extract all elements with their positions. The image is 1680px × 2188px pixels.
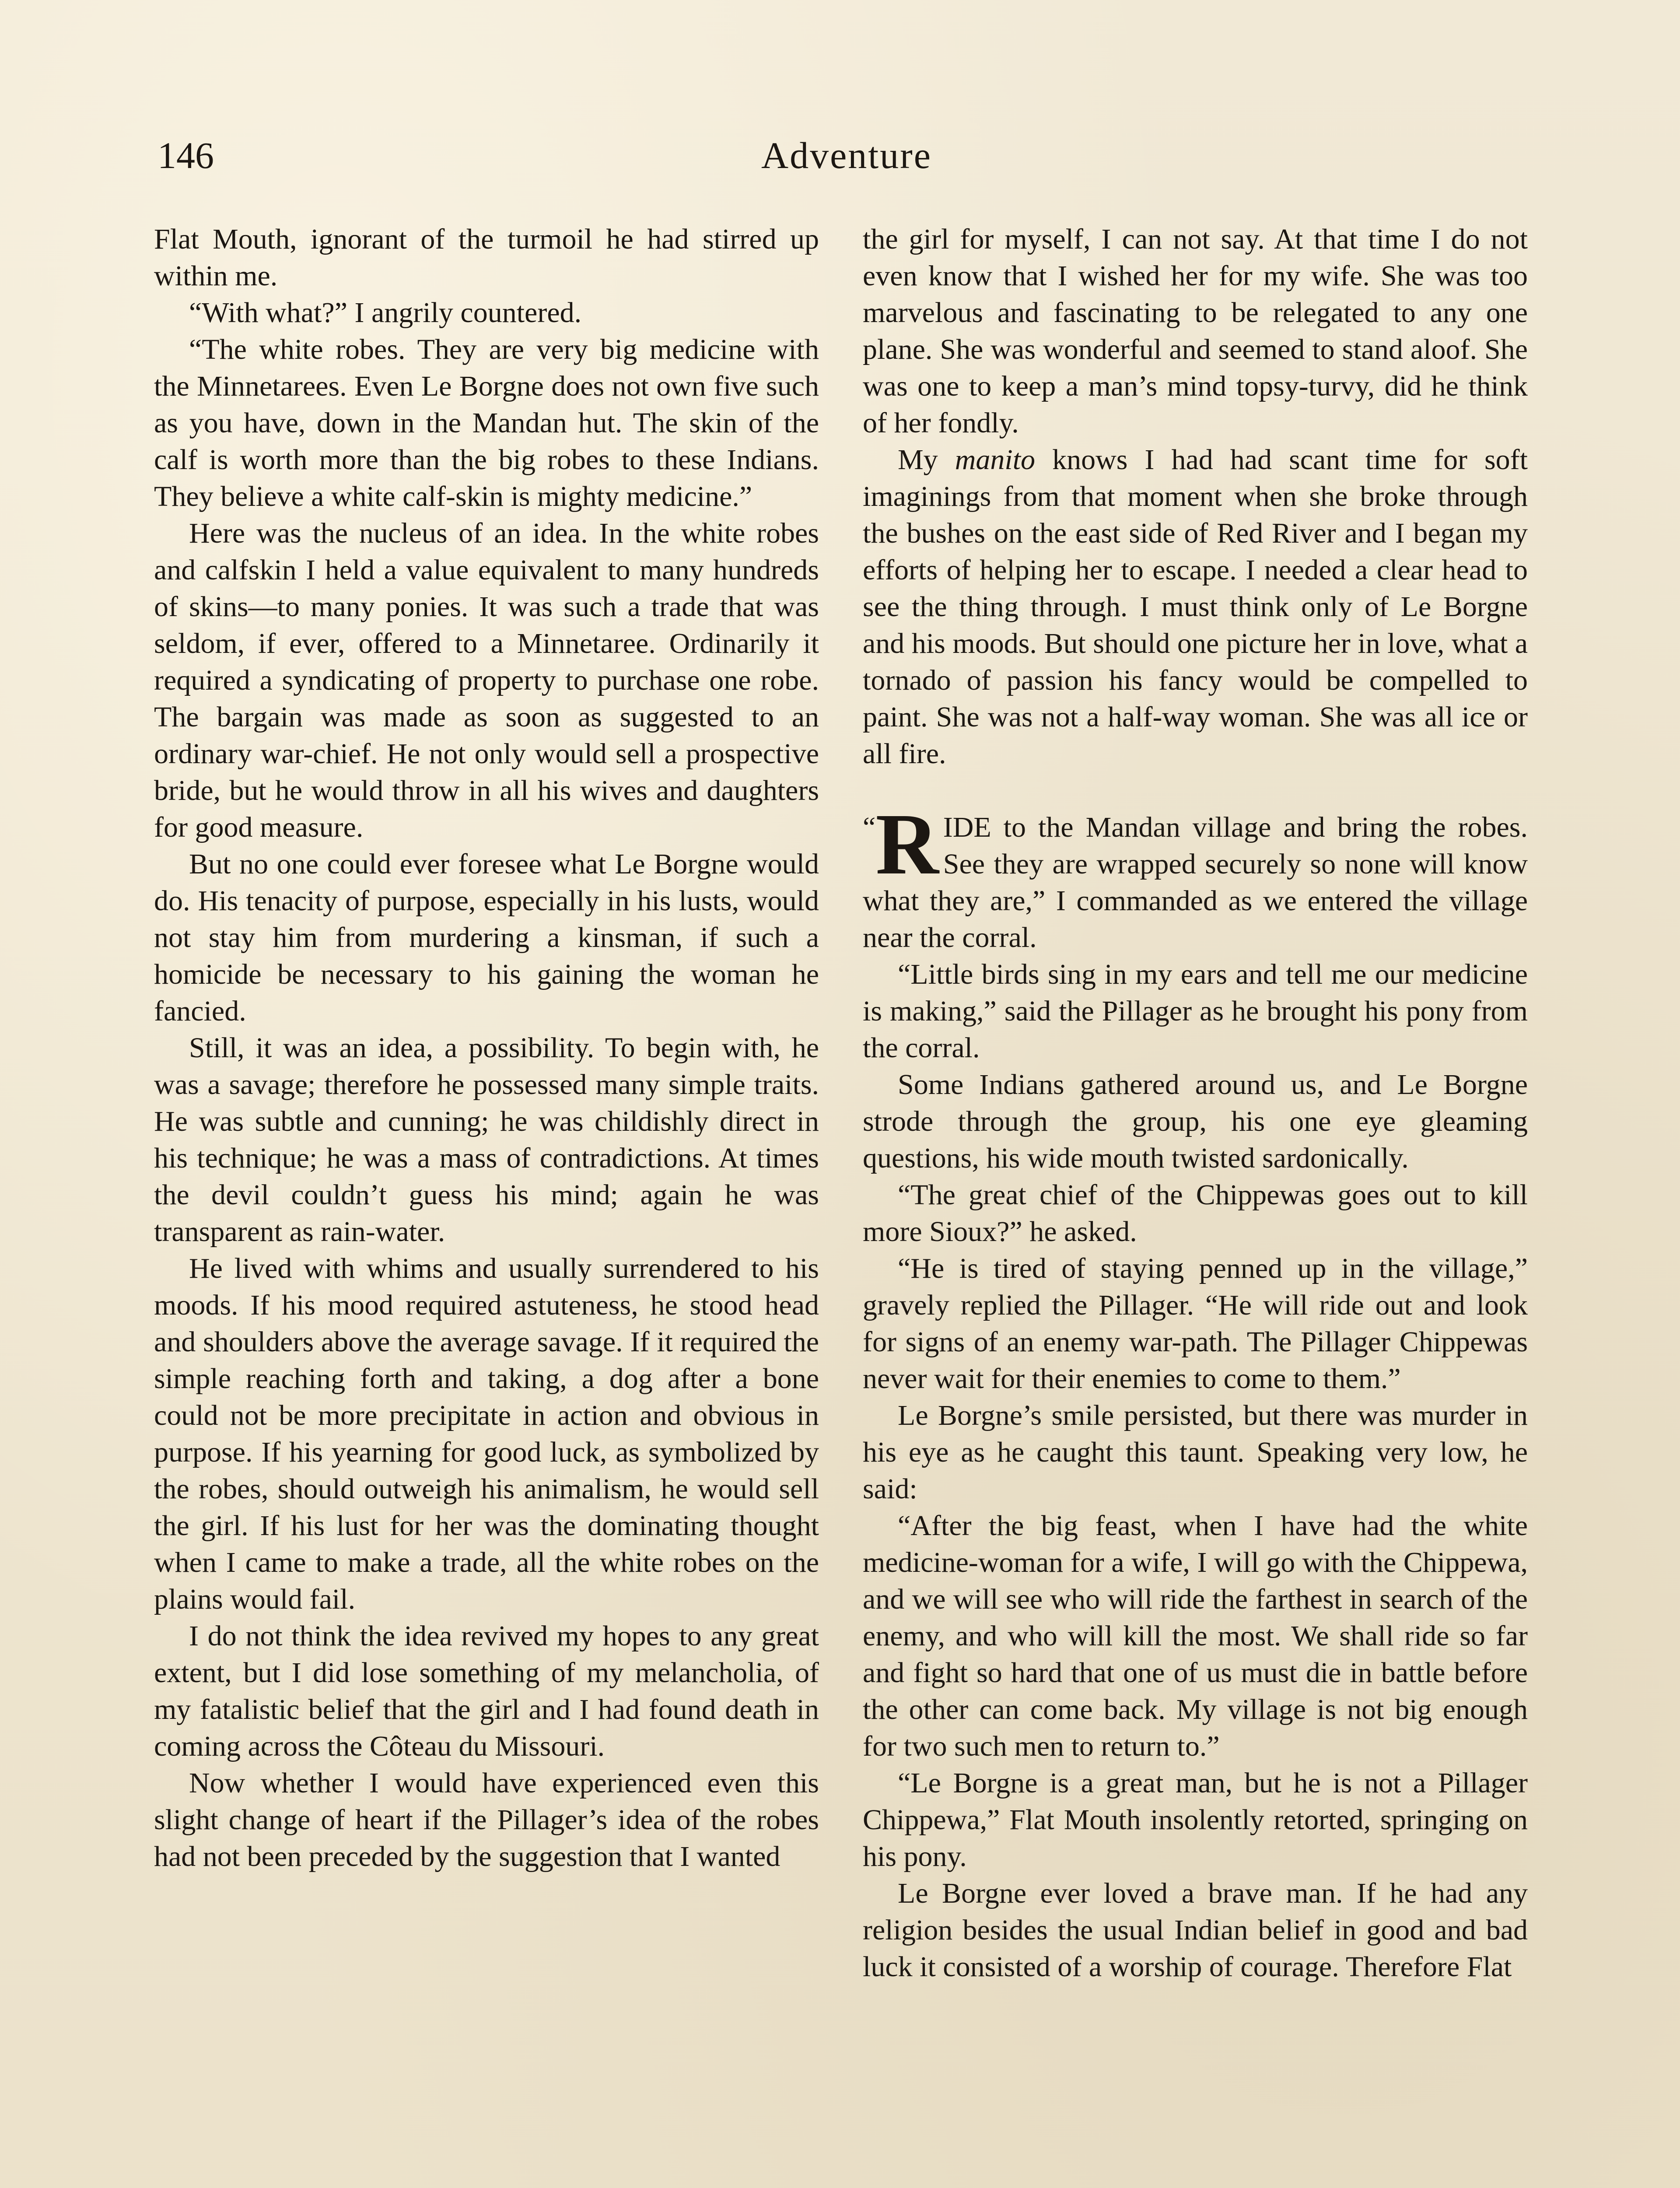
paragraph: “After the big feast, when I have had the white medicine-woman for a wife, I will go with the Chippewa, and we will see who will ride the farthest in search of the enemy, and who will kill the most. We shall ride so far and fight so hard that one of us must die in battle before the other can come back. My village is not big enough for two such men to return to.” xyxy=(863,1510,1528,1762)
paragraph: Now whether I would have experienced even this slight change of heart if the Pillager’s idea of the robes had not been preceded by the suggestion that I wanted xyxy=(154,1767,819,1872)
paragraph: Here was the nucleus of an idea. In the white robes and calfskin I held a value equivalent to many hundreds of skins—to many ponies. It was such a trade that was seldom, if ever, offered to a Minnetaree. Ordinarily it required a syndicating of property to purchase one robe. The bargain was made as soon as suggested to an ordinary war-chief. He not only would sell a prospective bride, but he would throw in all his wives and daughters for good measure. xyxy=(154,517,819,843)
paragraph: “Little birds sing in my ears and tell me our medicine is making,” said the Pillager as he brought his pony from the corral. xyxy=(863,958,1528,1064)
paragraph: “The great chief of the Chippewas goes out to kill more Sioux?” he asked. xyxy=(863,1179,1528,1248)
page-header xyxy=(158,131,1536,179)
left-column xyxy=(154,221,819,1875)
section-opening-paragraph xyxy=(863,796,1528,956)
paragraph: I do not think the idea revived my hopes to any great extent, but I did lose something of my melancholia, of my fatalistic belief that the girl and I had found death in coming across the Côteau du Missouri. xyxy=(154,1620,819,1762)
paragraph: But no one could ever foresee what Le Borgne would do. His tenacity of purpose, especially in his lusts, would not stay him from murdering a kinsman, if such a homicide be necessary to his gaining the woman he fancied. xyxy=(154,848,819,1027)
paragraph: Still, it was an idea, a possibility. To begin with, he was a savage; therefore he possessed many simple traits. He was subtle and cunning; he was childishly direct in his technique; he was a mass of contradictions. At times the devil couldn’t guess his mind; again he was transparent as rain-water. xyxy=(154,1032,819,1248)
paragraph: He lived with whims and usually surrendered to his moods. If his mood required astuteness, he stood head and shoulders above the average savage. If it required the simple reaching forth and taking, a dog after a bone could not be more precipitate in action and obvious in purpose. If his yearning for good luck, as symbolized by the robes, should outweigh his animalism, he would sell the girl. If his lust for her was the dominating thought when I came to make a trade, all the white robes on the plains would fail. xyxy=(154,1252,819,1615)
paragraph: the girl for myself, I can not say. At that time I do not even know that I wished her for my wife. She was too marvelous and fascinating to be relegated to any one plane. She was wonderful and seemed to stand aloof. She was one to keep a man’s mind topsy-turvy, did he think of her fondly. xyxy=(863,223,1528,439)
text-run: knows I had had scant time for soft imaginings from that moment when she broke through the bushes on the east side of Red River and I began my efforts of helping her to escape. I needed a clear head to see the thing through. I must think only of Le Borgne and his moods. But should one picture her in love, what a tornado of passion his fancy would be compelled to paint. She was not a half-way woman. She was all ice or all fire. xyxy=(863,444,1528,770)
opening-quote: “ xyxy=(863,811,876,843)
paragraph: Flat Mouth, ignorant of the turmoil he had stirred up within me. xyxy=(154,223,819,292)
paragraph: Le Borgne ever loved a brave man. If he had any religion besides the usual Indian belief in good and bad luck it consisted of a worship of courage. Therefore Flat xyxy=(863,1877,1528,1983)
italic-word: manito xyxy=(955,444,1036,476)
paragraph: “He is tired of staying penned up in the village,” gravely replied the Pillager. “He will ride out and look for signs of an enemy war-path. The Pillager Chippewas never wait for their enemies to come to them.” xyxy=(863,1252,1528,1395)
right-column xyxy=(863,221,1528,1985)
drop-cap: R xyxy=(875,796,939,893)
paragraph: “The white robes. They are very big medicine with the Minnetarees. Even Le Borgne does not own five such as you have, down in the Mandan hut. The skin of the calf is worth more than the big robes to these Indians. They believe a white calf-skin is mighty medicine.” xyxy=(154,333,819,512)
paragraph: “With what?” I angrily countered. xyxy=(189,297,582,329)
page-number: 146 xyxy=(158,134,214,176)
paragraph-manito xyxy=(863,442,1528,772)
paragraph: Some Indians gathered around us, and Le Borgne strode through the group, his one eye gleaming questions, his wide mouth twisted sardonically. xyxy=(863,1069,1528,1174)
text-run: My xyxy=(898,444,955,476)
paragraph: “Le Borgne is a great man, but he is not a Pillager Chippewa,” Flat Mouth insolently retorted, springing on his pony. xyxy=(863,1767,1528,1872)
section-opening-text: IDE to the Mandan village and bring the robes. See they are wrapped securely so none will know what they are,” I commanded as we entered the village near the corral. xyxy=(863,811,1528,954)
paragraph: Le Borgne’s smile persisted, but there was murder in his eye as he caught this taunt. Speaking very low, he said: xyxy=(863,1399,1528,1505)
running-title: Adventure xyxy=(761,134,932,176)
